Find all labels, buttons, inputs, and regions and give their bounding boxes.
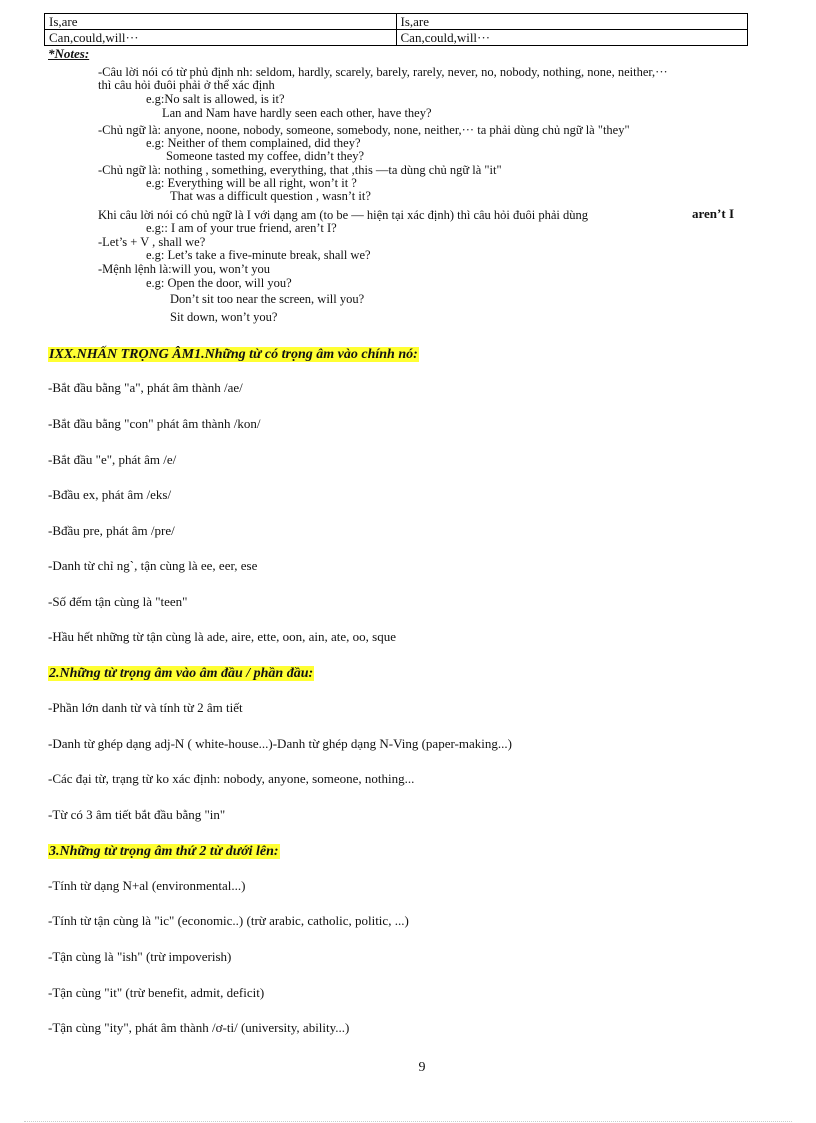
section-heading <box>48 345 419 363</box>
note-line: That was a difficult question , wasn’t it? <box>170 189 371 203</box>
list-item: -Tận cùng là "ish" (trừ impoverish) <box>48 949 232 964</box>
note-line: thì câu hỏi đuôi phải ở thể xác định <box>98 78 275 92</box>
table-cell: Is,are <box>45 14 397 30</box>
note-line: -Let’s + V , shall we? <box>98 235 206 249</box>
list-item: -Bđầu ex, phát âm /eks/ <box>48 487 172 502</box>
table-cell: Can,could,will··· <box>396 30 748 46</box>
note-line: Don’t sit too near the screen, will you? <box>170 292 365 306</box>
note-line: -Chủ ngữ là: anyone, noone, nobody, someone, somebody, none, neither,··· ta phải dùng chủ ngữ là "they" <box>98 123 630 137</box>
note-line: Sit down, won’t you? <box>170 310 278 324</box>
table-cell: Is,are <box>396 14 748 30</box>
section-heading <box>48 842 280 860</box>
section-heading-text: IXX.NHẤN TRỌNG ÂM1.Những từ có trọng âm vào chính nó: <box>49 347 418 362</box>
note-line: aren’t I <box>692 206 735 221</box>
note-line: e.g: Open the door, will you? <box>146 276 292 290</box>
table-row <box>45 14 748 30</box>
note-line: Khi câu lời nói có chủ ngữ là I với dạng am (to be — hiện tại xác định) thì câu hỏi đuôi phải dùng <box>98 208 589 222</box>
table-row <box>45 30 748 46</box>
note-line: -Chủ ngữ là: nothing , something, everything, that ,this —ta dùng chủ ngữ là "it" <box>98 163 502 177</box>
list-item: -Danh từ chỉ ng`, tận cùng là ee, eer, ese <box>48 558 258 573</box>
list-item: -Hầu hết những từ tận cùng là ade, aire, ette, oon, ain, ate, oo, sque <box>48 629 397 644</box>
note-line: e.g: Everything will be all right, won’t it ? <box>146 176 357 190</box>
list-item: -Tính từ tận cùng là "ic" (economic..) (trừ arabic, catholic, politic, ...) <box>48 913 409 928</box>
note-line: -Câu lời nói có từ phủ định nh: seldom, hardly, scarely, barely, rarely, never, no, nobody, nothing, none, neither,··· <box>98 65 668 79</box>
list-item: -Phần lớn danh từ và tính từ 2 âm tiết <box>48 700 243 715</box>
list-item: -Số đếm tận cùng là "teen" <box>48 594 188 609</box>
page-bottom-divider <box>24 1121 792 1122</box>
list-item: -Bắt đầu bằng "a", phát âm thành /ae/ <box>48 380 243 395</box>
note-line: e.g: Let’s take a five-minute break, shall we? <box>146 248 371 262</box>
list-item: -Tận cùng "it" (trừ benefit, admit, deficit) <box>48 985 265 1000</box>
section-heading <box>48 664 314 682</box>
note-line: Someone tasted my coffee, didn’t they? <box>166 149 365 163</box>
list-item: -Bđầu pre, phát âm /pre/ <box>48 523 175 538</box>
section-heading-text: 2.Những từ trọng âm vào âm đầu / phần đầu: <box>49 666 314 681</box>
list-item: -Tận cùng "ity", phát âm thành /ơ-ti/ (university, ability...) <box>48 1020 350 1035</box>
section-heading-text: 3.Những từ trọng âm thứ 2 từ dưới lên: <box>49 844 279 859</box>
list-item: -Bắt đầu "e", phát âm /e/ <box>48 452 177 467</box>
list-item: -Danh từ ghép dạng adj-N ( white-house...)-Danh từ ghép dạng N-Ving (paper-making...) <box>48 736 512 751</box>
note-line: e.g:No salt is allowed, is it? <box>146 92 285 106</box>
note-line: -Mệnh lệnh là:will you, won’t you <box>98 262 270 276</box>
list-item: -Bắt đầu bằng "con" phát âm thành /kon/ <box>48 416 261 431</box>
page-number: 9 <box>418 1060 426 1075</box>
note-line: Lan and Nam have hardly seen each other, have they? <box>162 106 432 120</box>
list-item: -Tính từ dạng N+al (environmental...) <box>48 878 246 893</box>
list-item: -Từ có 3 âm tiết bắt đầu bằng "in" <box>48 807 226 822</box>
tag-question-table <box>44 13 748 46</box>
notes-heading: *Notes: <box>48 46 90 61</box>
note-line: e.g:: I am of your true friend, aren’t I? <box>146 221 337 235</box>
note-line: e.g: Neither of them complained, did they? <box>146 136 361 150</box>
table-cell: Can,could,will··· <box>45 30 397 46</box>
list-item: -Các đại từ, trạng từ ko xác định: nobody, anyone, someone, nothing... <box>48 771 415 786</box>
